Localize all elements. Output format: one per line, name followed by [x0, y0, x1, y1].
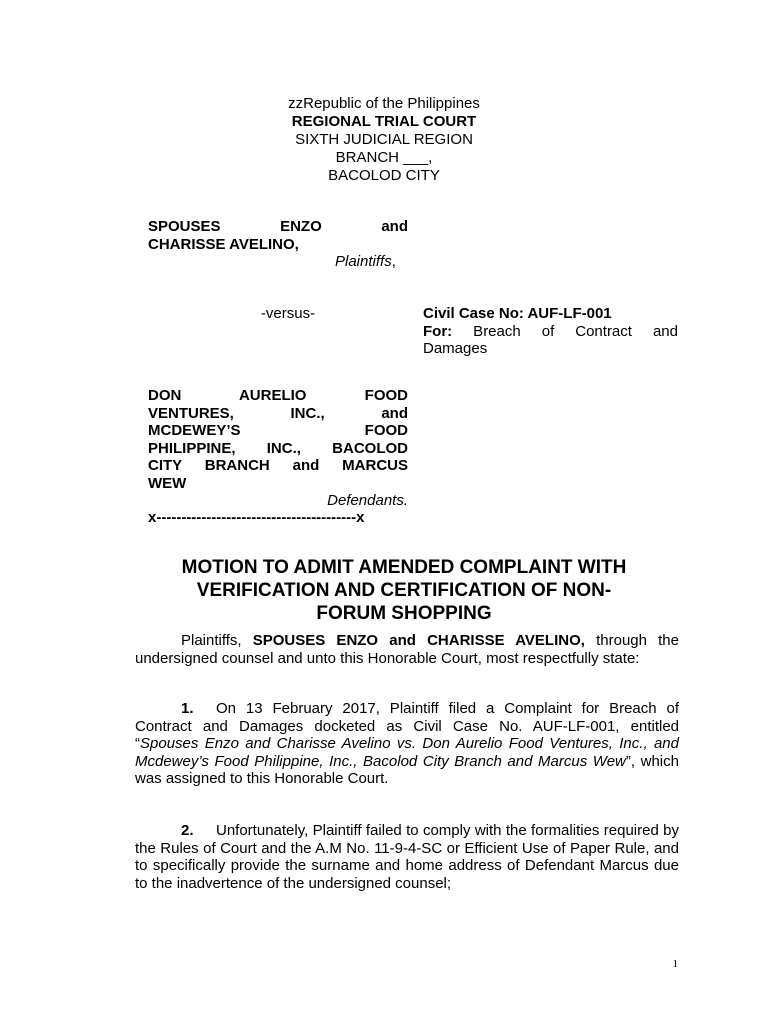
paragraph-2	[135, 822, 679, 892]
court-header	[0, 95, 768, 185]
plaintiffs-role	[148, 253, 408, 271]
intro-paragraph	[135, 632, 679, 667]
plaintiffs-line-2: CHARISSE AVELINO,	[148, 235, 299, 253]
defendants-line-4: PHILIPPINE, INC., BACOLOD	[148, 439, 408, 457]
document-title	[120, 556, 688, 625]
versus-label: -versus-	[260, 305, 316, 322]
case-for-text-2: Damages	[423, 340, 488, 357]
defendants-role: Defendants.	[327, 492, 408, 509]
header-branch: BRANCH ___,	[335, 149, 433, 166]
plaintiffs-block	[148, 218, 408, 271]
header-republic: zzRepublic of the Philippines	[288, 95, 480, 112]
defendants-line-2: VENTURES, INC., and	[148, 404, 408, 422]
plaintiffs-role-label: Plaintiffs	[335, 253, 392, 270]
title-line-1: MOTION TO ADMIT AMENDED COMPLAINT WITH	[181, 557, 627, 578]
defendants-line-5: CITY BRANCH and MARCUS	[148, 457, 408, 474]
intro-lead: Plaintiffs,	[181, 632, 253, 649]
paragraph-1-text-b: ”, which was assigned to this Honorable Court.	[135, 752, 679, 787]
paragraph-1-text-a: On 13 February 2017, Plaintiff filed a Complaint for Breach of Contract and Damages docketed as Civil Case No. AUF-LF-001, entitled “	[135, 700, 679, 752]
case-number: Civil Case No: AUF-LF-001	[423, 305, 612, 322]
paragraph-2-text: Unfortunately, Plaintiff failed to comply with the formalities required by the Rules of Court and the A.M No. 11-9-4-SC or Efficient Use of Paper Rule, and to specifically provide the surname and home address of Defendant Marcus due to the inadvertence of the undersigned counsel;	[135, 822, 679, 892]
paragraph-1	[135, 700, 679, 788]
header-court: REGIONAL TRIAL COURT	[291, 113, 477, 130]
intro-rest: through the undersigned counsel and unto this Honorable Court, most respectfully state:	[135, 632, 679, 667]
title-line-3: FORUM SHOPPING	[316, 603, 492, 624]
intro-parties: SPOUSES ENZO and CHARISSE AVELINO,	[252, 632, 585, 649]
page-number: 1	[672, 958, 678, 970]
case-for-label: For:	[423, 322, 453, 340]
defendants-block	[148, 387, 408, 510]
plaintiffs-role-comma: ,	[391, 253, 396, 270]
case-for-line	[423, 323, 678, 341]
plaintiffs-line-1: SPOUSES ENZO and	[148, 218, 408, 235]
caption-separator: x----------------------------------------x	[148, 509, 365, 526]
case-for-text: Breach of Contract and	[452, 322, 678, 340]
defendants-line-3: MCDEWEY’S FOOD	[148, 422, 408, 439]
paragraph-2-number: 2.	[181, 822, 194, 839]
header-city: BACOLOD CITY	[328, 167, 440, 184]
defendants-line-6: WEW	[148, 474, 187, 492]
case-info	[423, 305, 678, 358]
defendants-line-1: DON AURELIO FOOD	[148, 387, 408, 404]
title-line-2: VERIFICATION AND CERTIFICATION OF NON-	[196, 580, 612, 601]
paragraph-1-case-title: Spouses Enzo and Charisse Avelino vs. Don Aurelio Food Ventures, Inc., and Mcdewey’s Food Philippine, Inc., Bacolod City Branch and Marcus Wew	[135, 735, 679, 770]
header-region: SIXTH JUDICIAL REGION	[295, 131, 473, 148]
paragraph-1-number: 1.	[181, 700, 194, 717]
